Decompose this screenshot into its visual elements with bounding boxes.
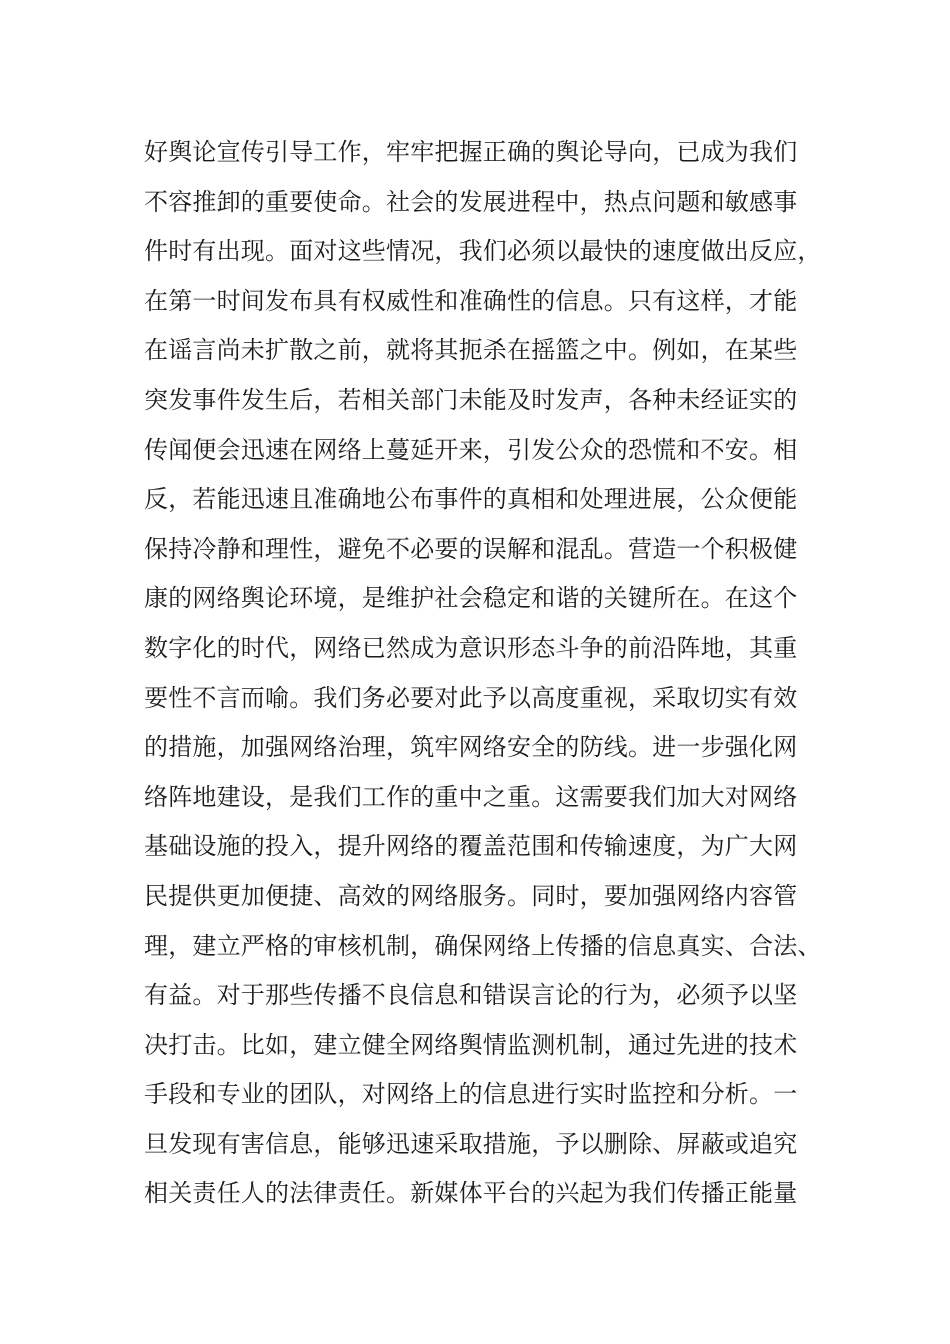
text-line-16: 民提供更加便捷、高效的网络服务。同时，要加强网络内容管 (144, 881, 798, 910)
text-line-22: 相关责任人的法律责任。新媒体平台的兴起为我们传播正能量 (144, 1179, 798, 1208)
text-line-21: 旦发现有害信息，能够迅速采取措施，予以删除、屏蔽或追究 (144, 1129, 798, 1158)
text-line-3: 件时有出现。面对这些情况，我们必须以最快的速度做出反应， (144, 237, 822, 266)
text-line-1: 好舆论宣传引导工作，牢牢把握正确的舆论导向，已成为我们 (144, 138, 798, 166)
text-line-7: 传闻便会迅速在网络上蔓延开来，引发公众的恐慌和不安。相 (144, 435, 798, 464)
text-line-4: 在第一时间发布具有权威性和准确性的信息。只有这样，才能 (144, 286, 798, 315)
text-line-9: 保持冷静和理性，避免不必要的误解和混乱。营造一个积极健 (144, 534, 798, 563)
text-line-10: 康的网络舆论环境，是维护社会稳定和谐的关键所在。在这个 (144, 584, 798, 613)
text-line-8: 反，若能迅速且准确地公布事件的真相和处理进展，公众便能 (144, 485, 798, 514)
text-line-6: 突发事件发生后，若相关部门未能及时发声，各种未经证实的 (144, 385, 798, 414)
text-line-5: 在谣言尚未扩散之前，就将其扼杀在摇篮之中。例如，在某些 (144, 336, 798, 365)
text-line-2: 不容推卸的重要使命。社会的发展进程中，热点问题和敏感事 (144, 187, 798, 216)
text-line-18: 有益。对于那些传播不良信息和错误言论的行为，必须予以坚 (144, 981, 798, 1010)
text-line-19: 决打击。比如，建立健全网络舆情监测机制，通过先进的技术 (144, 1030, 798, 1059)
text-line-15: 基础设施的投入，提升网络的覆盖范围和传输速度，为广大网 (144, 832, 798, 861)
text-line-20: 手段和专业的团队，对网络上的信息进行实时监控和分析。一 (144, 1080, 798, 1109)
text-line-12: 要性不言而喻。我们务必要对此予以高度重视，采取切实有效 (144, 683, 798, 712)
text-line-11: 数字化的时代，网络已然成为意识形态斗争的前沿阵地，其重 (144, 633, 798, 662)
text-line-14: 络阵地建设，是我们工作的重中之重。这需要我们加大对网络 (144, 782, 798, 811)
text-line-13: 的措施，加强网络治理，筑牢网络安全的防线。进一步强化网 (144, 733, 798, 762)
body-text (144, 128, 844, 1219)
text-line-17: 理，建立严格的审核机制，确保网络上传播的信息真实、合法、 (144, 931, 822, 960)
